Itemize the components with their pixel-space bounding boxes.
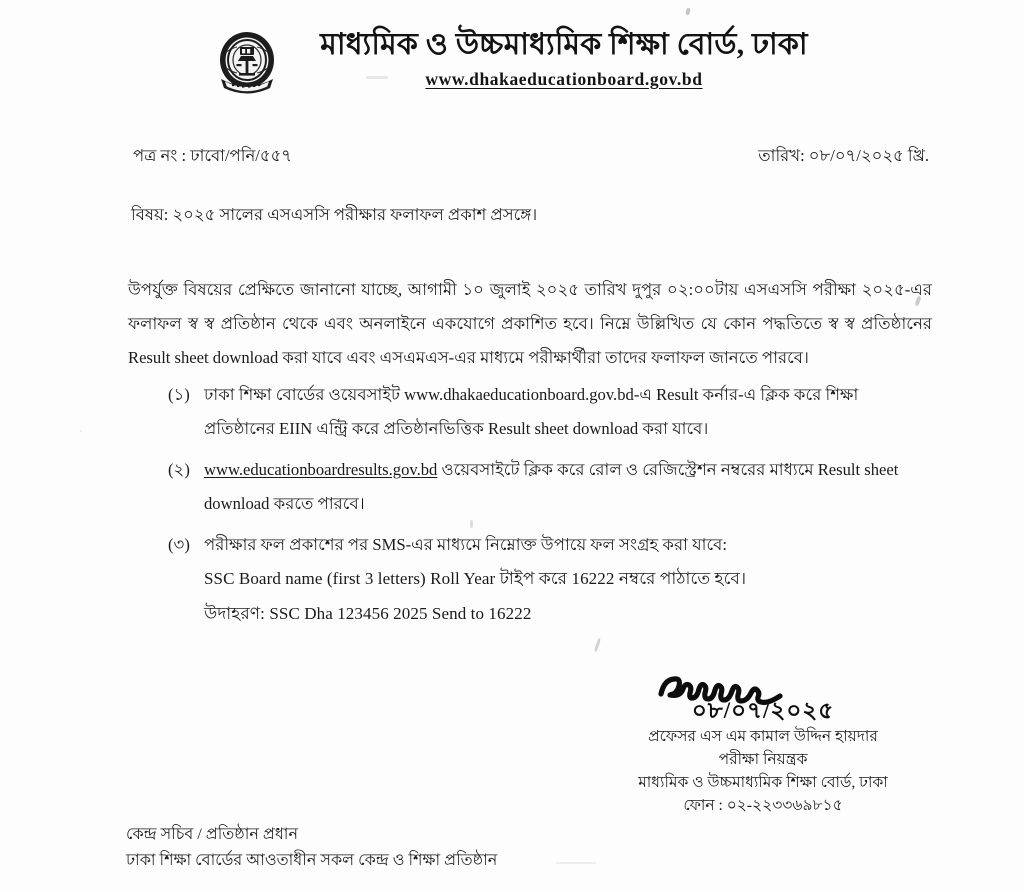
board-emblem-logo: [216, 30, 278, 96]
list-item-text-before: ঢাকা শিক্ষা বোর্ডের ওয়েবসাইট: [204, 385, 405, 404]
sms-example-text: উদাহরণ: SSC Dha 123456 2025 Send to 16222: [204, 603, 532, 623]
instructions-list: [168, 378, 932, 639]
board-title: মাধ্যমিক ও উচ্চমাধ্যমিক শিক্ষা বোর্ড, ঢাকা: [320, 28, 808, 61]
list-item: [168, 453, 932, 521]
list-item: [168, 378, 932, 446]
document-header: [0, 26, 1024, 96]
list-item-marker: (২): [168, 460, 190, 480]
sms-intro-text: পরীক্ষার ফল প্রকাশের পর SMS-এর মাধ্যমে নিম্নোক্ত উপায়ে ফল সংগ্রহ করা যাবে:: [204, 535, 728, 555]
scan-artifact: [80, 430, 82, 432]
handwritten-signature: [598, 668, 928, 726]
signatory-name: প্রফেসর এস এম কামাল উদ্দিন হায়দার: [648, 728, 878, 745]
header-text-block: [320, 28, 808, 90]
distribution-line-2: ঢাকা শিক্ষা বোর্ডের আওতাধীন সকল কেন্দ্র ও শিক্ষা প্রতিষ্ঠান: [126, 851, 498, 869]
result-portal-link[interactable]: www.dhakaeducationboard.gov.bd: [404, 385, 634, 404]
board-website-link[interactable]: www.dhakaeducationboard.gov.bd: [425, 68, 703, 89]
scan-artifact: [556, 862, 596, 864]
signature-date: ০৮/০৭/২০২৫: [691, 698, 835, 723]
list-item: [168, 528, 932, 632]
signatory-organization: মাধ্যমিক ও উচ্চমাধ্যমিক শিক্ষা বোর্ড, ঢাকা: [638, 773, 888, 791]
list-item-text-after: ওয়েবসাইটে ক্লিক করে রোল ও রেজিস্ট্রেশন নম্বরের মাধ্যমে Result sheet download করতে পারবে।: [204, 460, 899, 514]
scan-artifact: [594, 638, 601, 652]
sms-format-text: SSC Board name (first 3 letters) Roll Year টাইপ করে 16222 নম্বরে পাঠাতে হবে।: [204, 569, 747, 589]
list-item-text-after: -এ Result কর্নার-এ ক্লিক করে শিক্ষা প্রতিষ্ঠানের EIIN এন্ট্রি করে প্রতিষ্ঠানভিত্তিক Result sheet download করা যাবে।: [204, 385, 859, 439]
memo-meta-row: [133, 143, 929, 170]
memo-date: তারিখ: ০৮/০৭/২০২৫ খ্রি.: [758, 146, 929, 165]
distribution-line-1: কেন্দ্র সচিব / প্রতিষ্ঠান প্রধান: [126, 826, 298, 843]
distribution-block: [126, 822, 497, 874]
scan-artifact: [685, 8, 690, 16]
signatory-phone: ফোন : ০২-২২৩৩৬৯৮১৫: [683, 796, 843, 814]
signature-block: [598, 668, 928, 818]
body-paragraph: উপর্যুক্ত বিষয়ের প্রেক্ষিতে জানানো যাচ্ছে, আগামী ১০ জুলাই ২০২৫ তারিখ দুপুর ০২:০০টায় এসএসসি পরীক্ষা ২০২৫-এর ফলাফল স্ব স্ব প্রতিষ্ঠান থেকে এবং অনলাইনে একযোগে প্রকাশিত হবে। নিম্নে উল্লিখিত যে কোন পদ্ধতিতে স্ব স্ব প্রতিষ্ঠানের Result sheet download করা যাবে এবং এসএমএস-এর মাধ্যমে পরীক্ষার্থীরা তাদের ফলাফল জানতে পারবে।: [128, 280, 932, 368]
results-portal-link[interactable]: www.educationboardresults.gov.bd: [204, 460, 438, 480]
subject-line: বিষয়: ২০২৫ সালের এসএসসি পরীক্ষার ফলাফল প্রকাশ প্রসঙ্গে।: [131, 205, 538, 224]
list-item-marker: (৩): [168, 535, 190, 555]
memo-number: পত্র নং : ঢাবো/পনি/৫৫৭: [133, 146, 293, 165]
signatory-designation: পরীক্ষা নিয়ন্ত্রক: [718, 750, 808, 768]
list-item-marker: (১): [168, 385, 190, 404]
